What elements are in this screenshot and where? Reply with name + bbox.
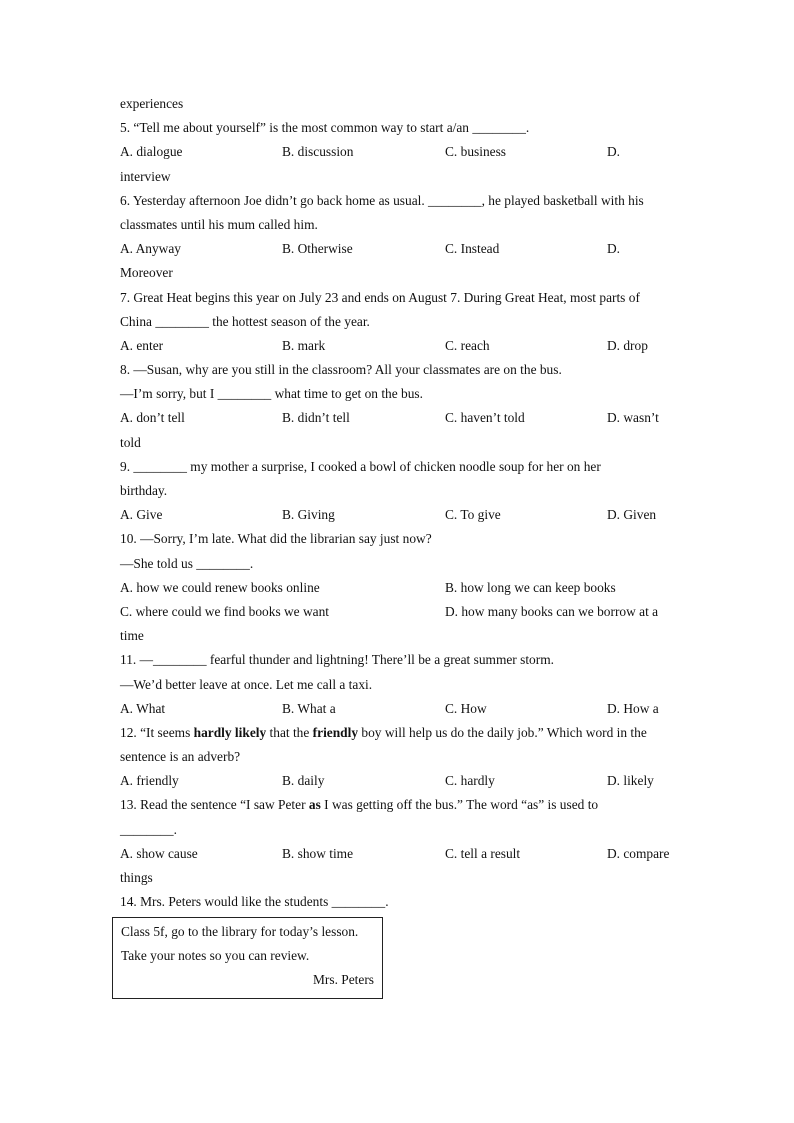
q14-stem: 14. Mrs. Peters would like the students ________. xyxy=(120,894,389,910)
q8-stem-1: 8. —Susan, why are you still in the classroom? All your classmates are on the bus. xyxy=(120,362,562,378)
q10-option-a: A. how we could renew books online xyxy=(120,579,320,595)
q11-option-d: D. How a xyxy=(607,700,659,716)
q10-options-row-2 xyxy=(120,600,680,624)
q8-option-d-wrap: told xyxy=(120,434,141,450)
q13-bold-word: as xyxy=(308,797,321,813)
q11-stem-2: —We’d better leave at once. Let me call a taxi. xyxy=(120,676,373,692)
q6-option-c: C. Instead xyxy=(445,241,500,257)
q5-option-d-wrap: interview xyxy=(120,168,171,184)
q10-option-c: C. where could we find books we want xyxy=(120,603,329,619)
q5-option-c: C. business xyxy=(445,144,507,160)
teacher-notice-box xyxy=(112,917,383,999)
q13-option-a: A. show cause xyxy=(120,845,198,861)
q10-stem-1: 10. —Sorry, I’m late. What did the librarian say just now? xyxy=(120,531,432,547)
q6-option-a: A. Anyway xyxy=(120,241,181,257)
q12-bold-word: friendly xyxy=(312,724,359,740)
q8-stem-2: —I’m sorry, but I ________ what time to get on the bus. xyxy=(120,386,423,402)
q13-option-d-wrap: things xyxy=(120,870,153,885)
q12-options xyxy=(120,769,680,793)
q7-option-d: D. drop xyxy=(607,337,648,353)
q13-option-b: B. show time xyxy=(282,845,354,861)
q7-options xyxy=(120,334,680,358)
q10-option-d: D. how many books can we borrow at a xyxy=(445,603,659,619)
q12-option-b: B. daily xyxy=(282,773,325,789)
q9-option-b: B. Giving xyxy=(282,507,335,523)
q8-option-b: B. didn’t tell xyxy=(282,410,350,426)
q7-option-a: A. enter xyxy=(120,337,164,353)
q9-option-c: C. To give xyxy=(445,507,501,523)
q13-option-c: C. tell a result xyxy=(445,845,521,861)
q6-stem-2: classmates until his mum called him. xyxy=(120,216,318,232)
q10-option-d-wrap: time xyxy=(120,628,144,644)
q5-option-d: D. xyxy=(607,144,621,160)
q5-option-b: B. discussion xyxy=(282,144,354,160)
q6-option-b: B. Otherwise xyxy=(282,241,353,257)
q12-option-c: C. hardly xyxy=(445,773,495,789)
q11-options xyxy=(120,697,680,721)
notice-line-1: Class 5f, go to the library for today’s lesson. xyxy=(121,924,359,939)
q11-option-c: C. How xyxy=(445,700,487,716)
q9-stem-1: 9. ________ my mother a surprise, I cooked a bowl of chicken noodle soup for her on her xyxy=(120,458,601,474)
q12-text-part-2: that the xyxy=(266,724,313,740)
q5-stem: 5. “Tell me about yourself” is the most common way to start a/an ________. xyxy=(120,120,530,136)
q8-option-d: D. wasn’t xyxy=(607,410,659,426)
notice-signature: Mrs. Peters xyxy=(313,972,374,988)
q6-options xyxy=(120,237,680,261)
q9-stem-2: birthday. xyxy=(120,483,168,498)
q7-stem-2: China ________ the hottest season of the year. xyxy=(120,313,370,329)
q13-text-part-2: I was getting off the bus.” The word “as” is used to xyxy=(320,797,599,813)
q6-stem-1: 6. Yesterday afternoon Joe didn’t go back home as usual. ________, he played basketball with his xyxy=(120,192,644,208)
q7-stem-1: 7. Great Heat begins this year on July 23 and ends on August 7. During Great Heat, most parts of xyxy=(120,289,640,305)
q12-option-d: D. likely xyxy=(607,773,654,789)
q11-option-a: A. What xyxy=(120,700,166,716)
q6-option-d-wrap: Moreover xyxy=(120,265,173,281)
q12-bold-phrase: hardly likely xyxy=(193,724,267,740)
q12-text-part-1: 12. “It seems xyxy=(120,724,194,740)
q11-stem-1: 11. —________ fearful thunder and lightning! There’ll be a great summer storm. xyxy=(120,652,554,668)
q10-option-b: B. how long we can keep books xyxy=(445,579,616,595)
q9-option-a: A. Give xyxy=(120,507,163,523)
q13-stem-1 xyxy=(120,793,680,817)
q12-stem-1 xyxy=(120,721,680,745)
q12-stem-2: sentence is an adverb? xyxy=(120,749,241,765)
q5-options xyxy=(120,140,680,164)
q13-options xyxy=(120,842,680,866)
q13-stem-2: ________. xyxy=(120,821,177,837)
q13-option-d: D. compare xyxy=(607,845,670,861)
q8-option-a: A. don’t tell xyxy=(120,410,185,426)
q7-option-b: B. mark xyxy=(282,337,326,353)
q10-options-row-1 xyxy=(120,576,680,600)
q6-option-d: D. xyxy=(607,241,621,257)
q4-tail: experiences xyxy=(120,96,184,111)
q9-options xyxy=(120,503,680,527)
q5-option-a: A. dialogue xyxy=(120,144,183,160)
q8-options xyxy=(120,406,680,430)
q12-text-part-3: boy will help us do the daily job.” Which word in the xyxy=(358,724,647,740)
question-sheet xyxy=(120,92,680,914)
q9-option-d: D. Given xyxy=(607,507,657,523)
q13-text-part-1: 13. Read the sentence “I saw Peter xyxy=(120,797,309,813)
q12-option-a: A. friendly xyxy=(120,773,179,789)
q10-stem-2: —She told us ________. xyxy=(120,555,254,571)
q7-option-c: C. reach xyxy=(445,337,490,353)
notice-line-2: Take your notes so you can review. xyxy=(121,948,310,964)
q8-option-c: C. haven’t told xyxy=(445,410,525,426)
q11-option-b: B. What a xyxy=(282,700,336,716)
